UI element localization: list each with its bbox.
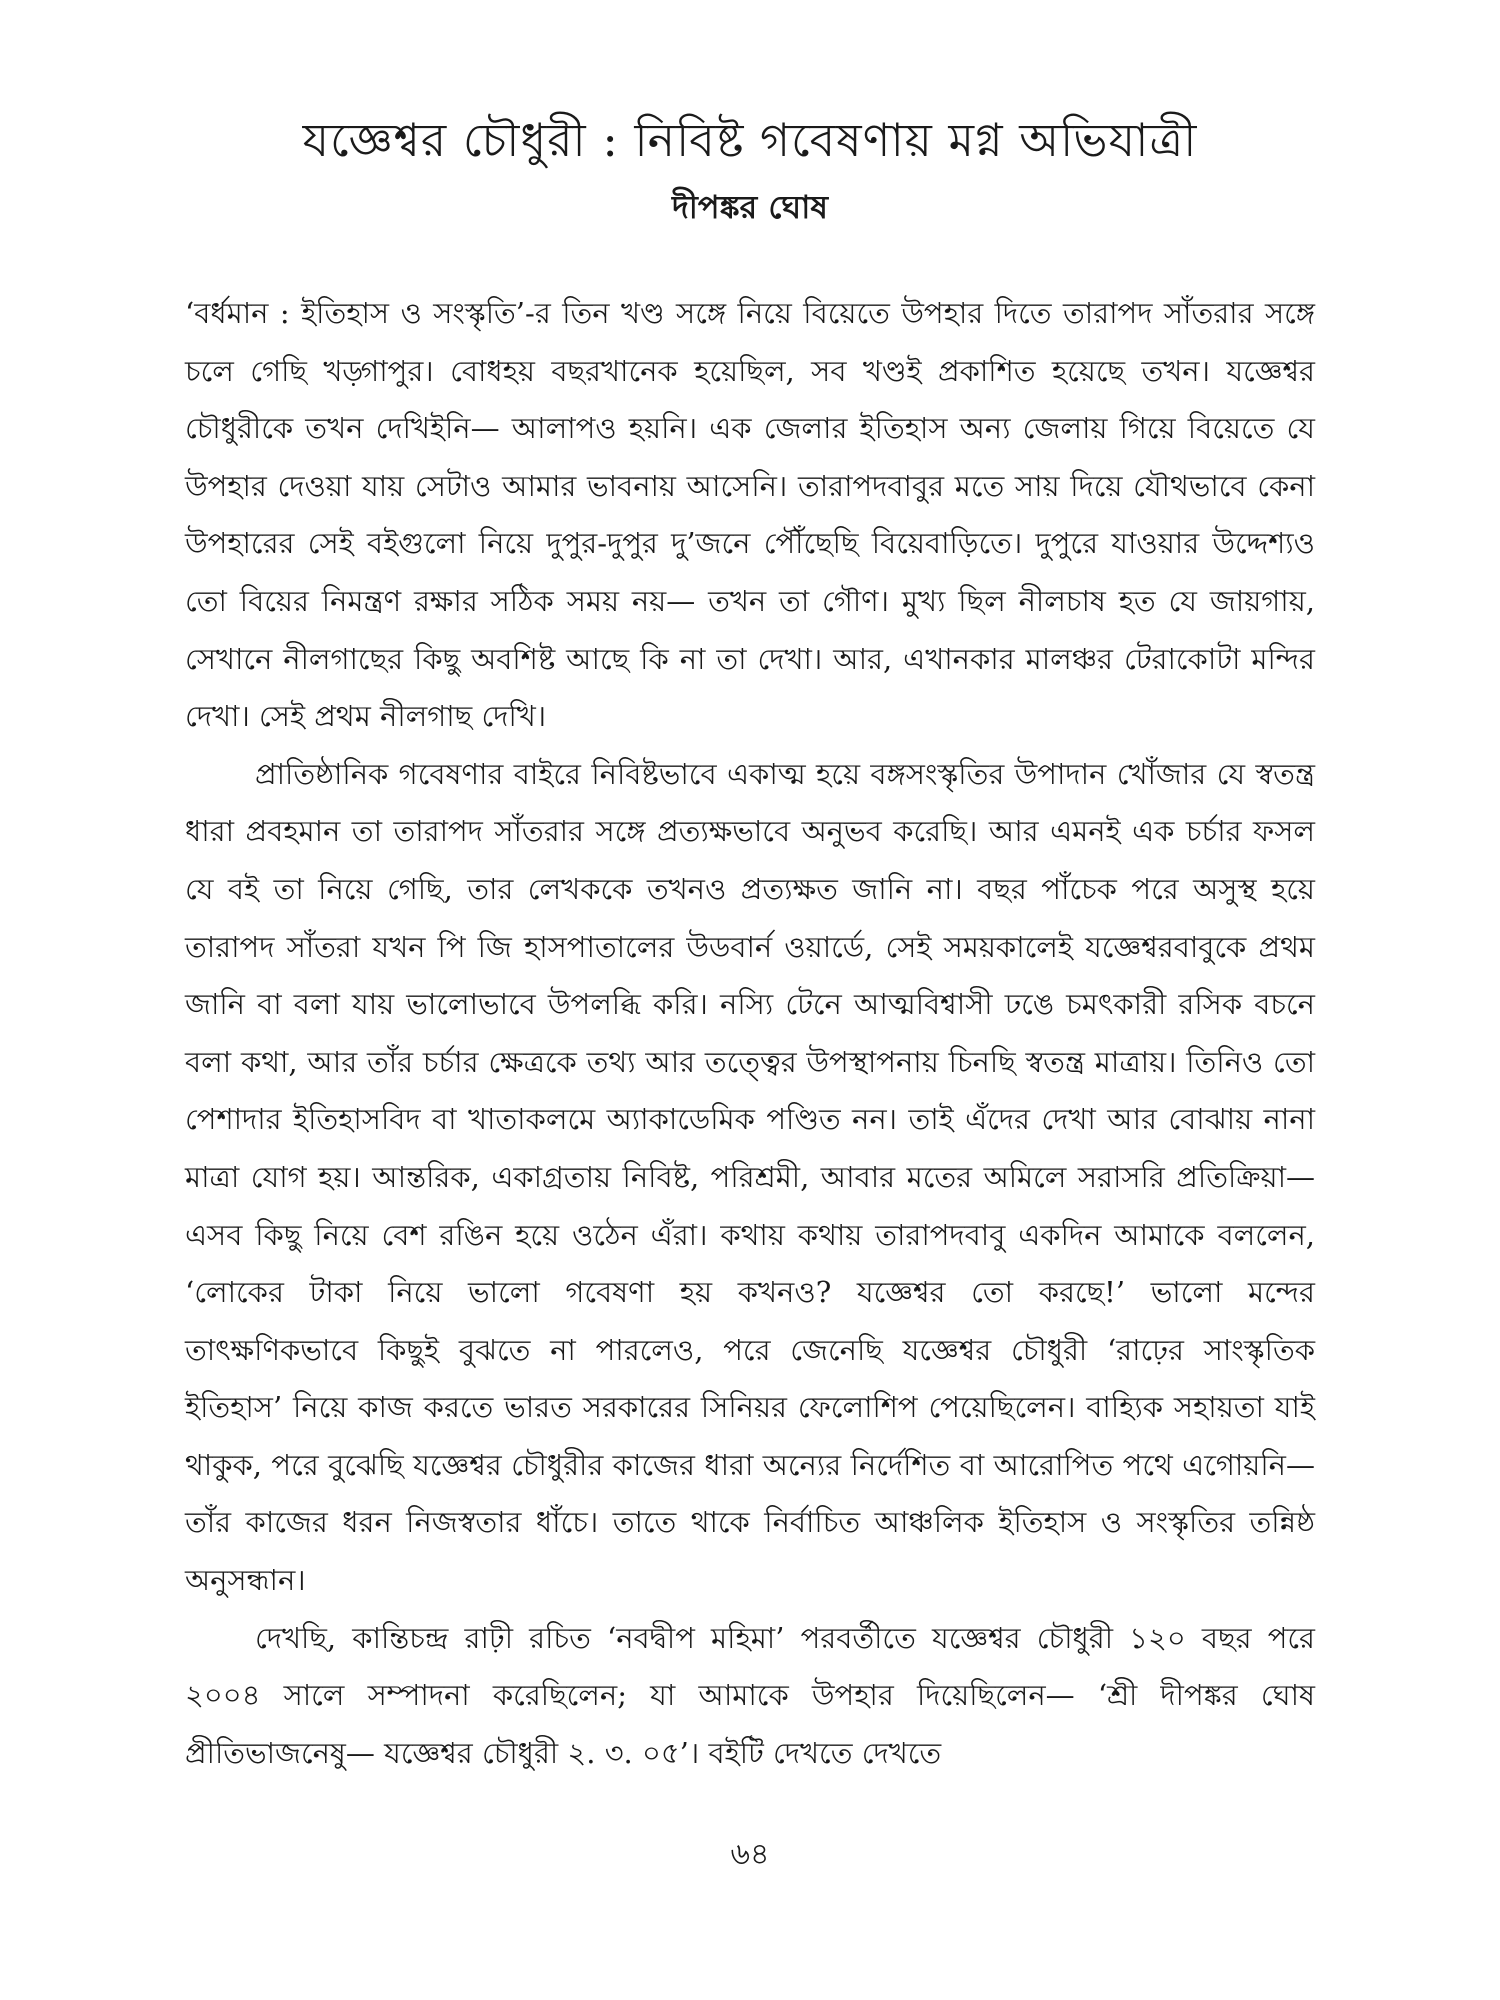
page-number: ৬৪	[730, 1837, 770, 1872]
paragraph-3: দেখছি, কান্তিচন্দ্র রাঢ়ী রচিত ‘নবদ্বীপ মহিমা’ পরবর্তীতে যজ্ঞেশ্বর চৌধুরী ১২০ বছর পরে ২০০৪ সালে সম্পাদনা করেছিলেন; যা আমাকে উপহার দিয়েছিলেন— ‘শ্রী দীপঙ্কর ঘোষ প্রীতিভাজনেষু— যজ্ঞেশ্বর চৌধুরী ২. ৩. ০৫’। বইটি দেখতে দেখতে	[185, 1620, 1315, 1770]
author-name: দীপঙ্কর ঘোষ	[671, 188, 829, 226]
article-body	[185, 285, 1315, 1782]
paragraph-1: ‘বর্ধমান : ইতিহাস ও সংস্কৃতি’-র তিন খণ্ড সঙ্গে নিয়ে বিয়েতে উপহার দিতে তারাপদ সাঁতরার সঙ্গে চলে গেছি খড়্গাপুর। বোধহয় বছরখানেক হয়েছিল, সব খণ্ডই প্রকাশিত হয়েছে তখন। যজ্ঞেশ্বর চৌধুরীকে তখন দেখিইনি— আলাপও হয়নি। এক জেলার ইতিহাস অন্য জেলায় গিয়ে বিয়েতে যে উপহার দেওয়া যায় সেটাও আমার ভাবনায় আসেনি। তারাপদবাবুর মতে সায় দিয়ে যৌথভাবে কেনা উপহারের সেই বইগুলো নিয়ে দুপুর-দুপুর দু’জনে পৌঁছেছি বিয়েবাড়িতে। দুপুরে যাওয়ার উদ্দেশ্যও তো বিয়ের নিমন্ত্রণ রক্ষার সঠিক সময় নয়— তখন তা গৌণ। মুখ্য ছিল নীলচাষ হত যে জায়গায়, সেখানে নীলগাছের কিছু অবশিষ্ট আছে কি না তা দেখা। আর, এখানকার মালঞ্চর টেরাকোটা মন্দির দেখা। সেই প্রথম নীলগাছ দেখি।	[185, 296, 1315, 734]
paragraph-2: প্রাতিষ্ঠানিক গবেষণার বাইরে নিবিষ্টভাবে একাত্ম হয়ে বঙ্গসংস্কৃতির উপাদান খোঁজার যে স্বতন্ত্র ধারা প্রবহমান তা তারাপদ সাঁতরার সঙ্গে প্রত্যক্ষভাবে অনুভব করেছি। আর এমনই এক চর্চার ফসল যে বই তা নিয়ে গেছি, তার লেখককে তখনও প্রত্যক্ষত জানি না। বছর পাঁচেক পরে অসুস্থ হয়ে তারাপদ সাঁতরা যখন পি জি হাসপাতালের উডবার্ন ওয়ার্ডে, সেই সময়কালেই যজ্ঞেশ্বরবাবুকে প্রথম জানি বা বলা যায় ভালোভাবে উপলব্ধি করি। নস্যি টেনে আত্মবিশ্বাসী ঢঙে চমৎকারী রসিক বচনে বলা কথা, আর তাঁর চর্চার ক্ষেত্রকে তথ্য আর তত্ত্বের উপস্থাপনায় চিনছি স্বতন্ত্র মাত্রায়। তিনিও তো পেশাদার ইতিহাসবিদ বা খাতাকলমে অ্যাকাডেমিক পণ্ডিত নন। তাই এঁদের দেখা আর বোঝায় নানা মাত্রা যোগ হয়। আন্তরিক, একাগ্রতায় নিবিষ্ট, পরিশ্রমী, আবার মতের অমিলে সরাসরি প্রতিক্রিয়া— এসব কিছু নিয়ে বেশ রঙিন হয়ে ওঠেন এঁরা। কথায় কথায় তারাপদবাবু একদিন আমাকে বললেন, ‘লোকের টাকা নিয়ে ভালো গবেষণা হয় কখনও? যজ্ঞেশ্বর তো করছে!’ ভালো মন্দের তাৎক্ষণিকভাবে কিছুই বুঝতে না পারলেও, পরে জেনেছি যজ্ঞেশ্বর চৌধুরী ‘রাঢ়ের সাংস্কৃতিক ইতিহাস’ নিয়ে কাজ করতে ভারত সরকারের সিনিয়র ফেলোশিপ পেয়েছিলেন। বাহ্যিক সহায়তা যাই থাকুক, পরে বুঝেছি যজ্ঞেশ্বর চৌধুরীর কাজের ধারা অন্যের নির্দেশিত বা আরোপিত পথে এগোয়নি— তাঁর কাজের ধরন নিজস্বতার ধাঁচে। তাতে থাকে নির্বাচিত আঞ্চলিক ইতিহাস ও সংস্কৃতির তন্নিষ্ঠ অনুসন্ধান।	[185, 756, 1315, 1598]
article-title: যজ্ঞেশ্বর চৌধুরী : নিবিষ্ট গবেষণায় মগ্ন অভিযাত্রী	[302, 113, 1198, 167]
